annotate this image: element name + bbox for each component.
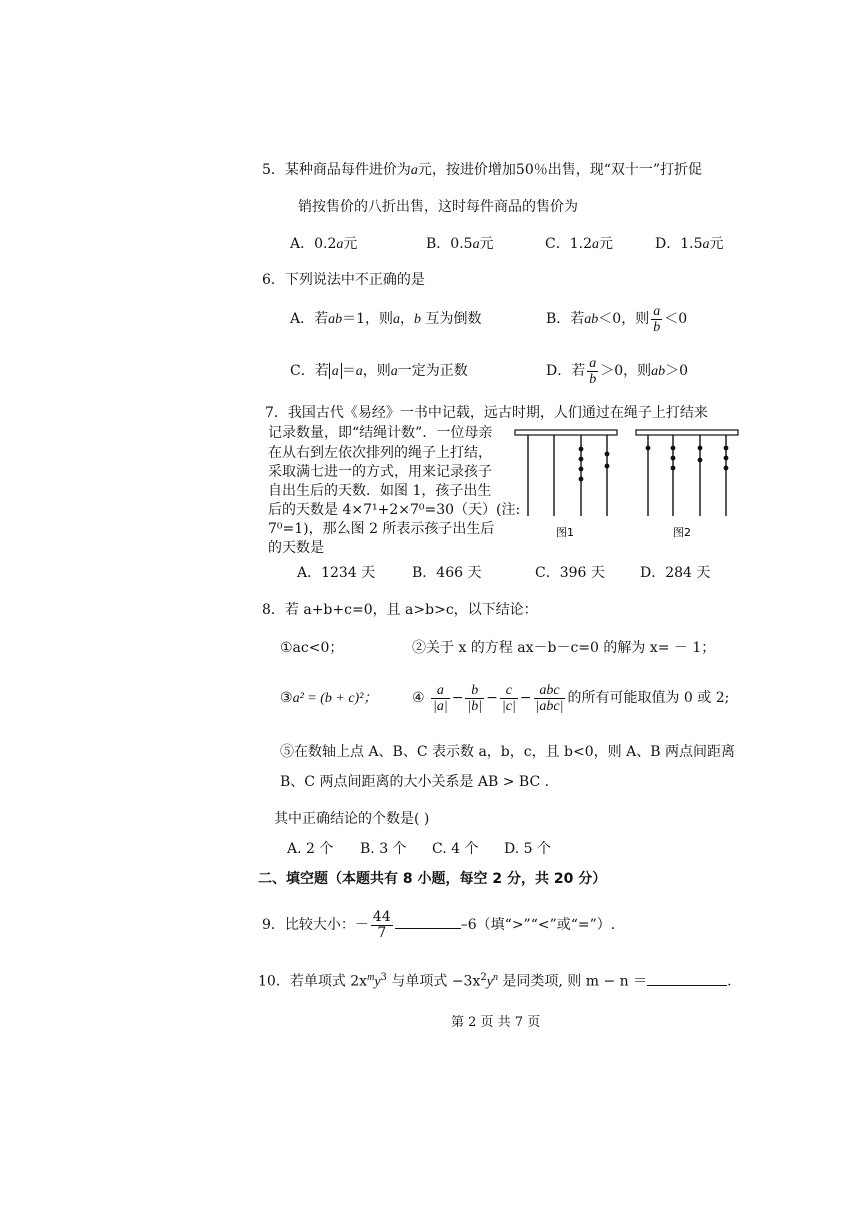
fig2-knot — [724, 446, 729, 451]
q5-option-d: D．1.5a元 — [655, 236, 724, 252]
q9-fraction: $\frac{44}{7}$ — [372, 908, 391, 941]
q5-option-a: A．0.2a元 — [290, 236, 358, 252]
q8-option-c: C. 4 个 — [432, 841, 479, 857]
q5-stem-line2: 销按售价的八折出售，这时每件商品的售价为 — [298, 199, 578, 215]
q7-option-d: D．284 天 — [640, 565, 711, 581]
q8-option-a: A. 2 个 — [287, 841, 334, 857]
fig2-knot — [671, 446, 676, 451]
fig1-knot — [579, 467, 584, 472]
q7-line8: 的天数是 — [268, 540, 324, 556]
q8-option-b: B. 3 个 — [360, 841, 407, 857]
fig2-knot — [724, 466, 729, 471]
q9-line: 9．比较大小：－ $\frac{44}{7}$ –6（填“>”“<”或“=”）. — [262, 908, 616, 941]
q7-line3: 在从右到左依次排列的绳子上打结， — [268, 445, 492, 461]
q8-conclusion-4: ④ $\frac{a}{|a|}$ − $\frac{b}{|b|}$ − $\frac{c}{|c|}$ − $\frac{\text{abc}}{\text{|abc|}}$ 的所有可能取值为 0 或 2; — [412, 682, 730, 714]
q5-option-c: C．1.2a元 — [545, 236, 613, 252]
q6-option-d: D．若 $\frac{a}{b}$ ＞0，则ab＞0 — [546, 355, 689, 387]
fig2-caption: 图2 — [673, 526, 691, 539]
q8-conclusion-2: ②关于 x 的方程 ax－b－c=0 的解为 x= － 1； — [412, 640, 716, 656]
q7-line4: 采取满七进一的方式，用来记录孩子 — [268, 464, 492, 480]
fig1-bar — [515, 430, 617, 435]
q6-option-a: A．若ab＝1，则a，b 互为倒数 — [290, 311, 482, 327]
q8-option-d: D. 5 个 — [504, 841, 551, 857]
fig1-knot — [605, 464, 610, 469]
q7-option-c: C．396 天 — [535, 565, 605, 581]
fig2-knot — [698, 458, 703, 463]
section2-title: 二、填空题（本题共有 8 小题，每空 2 分，共 20 分） — [258, 871, 607, 887]
q7-option-a: A．1234 天 — [297, 565, 376, 581]
q6-option-c: C．若 a ＝a，则a一定为正数 — [290, 363, 468, 379]
q5-stem-part2: 元，按进价增加50％出售，现“双十一”打折促 — [417, 162, 703, 178]
q10-line: 10．若单项式 $2x^my^3$ 与单项式 $-3x^2y^n$ 是同类项, 则 m − n ＝ . — [258, 972, 732, 990]
q5-option-b: B．0.5a元 — [426, 236, 494, 252]
fig2-bar — [636, 430, 738, 435]
page-footer: 第 2 页 共 7 页 — [451, 1015, 541, 1030]
q7-option-b: B．466 天 — [412, 565, 482, 581]
q8-conclusion-1: ①ac<0； — [280, 640, 344, 656]
fig2-knot — [671, 466, 676, 471]
q6-b-fraction: $\frac{a}{b}$ — [653, 303, 661, 335]
q8-conclusion-5-line1: ⑤在数轴上点 A、B、C 表示数 a，b，c，且 b<0，则 A、B 两点间距离 — [280, 744, 735, 760]
q8-ask: 其中正确结论的个数是( ) — [274, 811, 430, 827]
q6-d-fraction: $\frac{a}{b}$ — [589, 355, 597, 387]
fig2-knot — [724, 456, 729, 461]
fig2-knot — [646, 446, 651, 451]
q10-answer-blank[interactable] — [647, 985, 727, 986]
fig1-knot — [605, 452, 610, 457]
q7-line2: 记录数量，即“结绳计数”．一位母亲 — [268, 425, 493, 441]
q6-option-b: B．若ab＜0，则 $\frac{a}{b}$ ＜0 — [546, 303, 688, 335]
q5-var-a: a — [410, 163, 418, 178]
q8-stem: 8．若 a+b+c=0，且 a>b>c，以下结论： — [262, 602, 538, 618]
q6-stem: 6．下列说法中不正确的是 — [262, 272, 425, 288]
q8-conclusion-3: ③a² = (b + c)²； — [280, 690, 378, 706]
q7-line5: 自出生后的天数．如图 1，孩子出生 — [268, 483, 492, 499]
q7-line7: 7⁰=1)，那么图 2 所表示孩子出生后 — [268, 521, 495, 537]
fig1-knot — [579, 457, 584, 462]
q7-line6: 后的天数是 4×7¹+2×7⁰=30（天）(注: — [268, 502, 521, 518]
fig1-knot — [579, 447, 584, 452]
q7-knot-figures — [510, 424, 748, 544]
q5-stem-line1 — [262, 160, 702, 181]
q7-line1: 7．我国古代《易经》一书中记载，远古时期，人们通过在绳子上打结来 — [265, 405, 708, 421]
q5-stem-part1: 5．某种商品每件进价为 — [262, 162, 411, 178]
fig1-caption: 图1 — [556, 526, 574, 539]
fig2-knot — [671, 456, 676, 461]
q9-answer-blank[interactable] — [395, 928, 461, 929]
fig1-knot — [579, 477, 584, 482]
fig2-knot — [698, 446, 703, 451]
q8-conclusion-5-line2: B、C 两点间距离的大小关系是 AB > BC . — [280, 774, 550, 790]
